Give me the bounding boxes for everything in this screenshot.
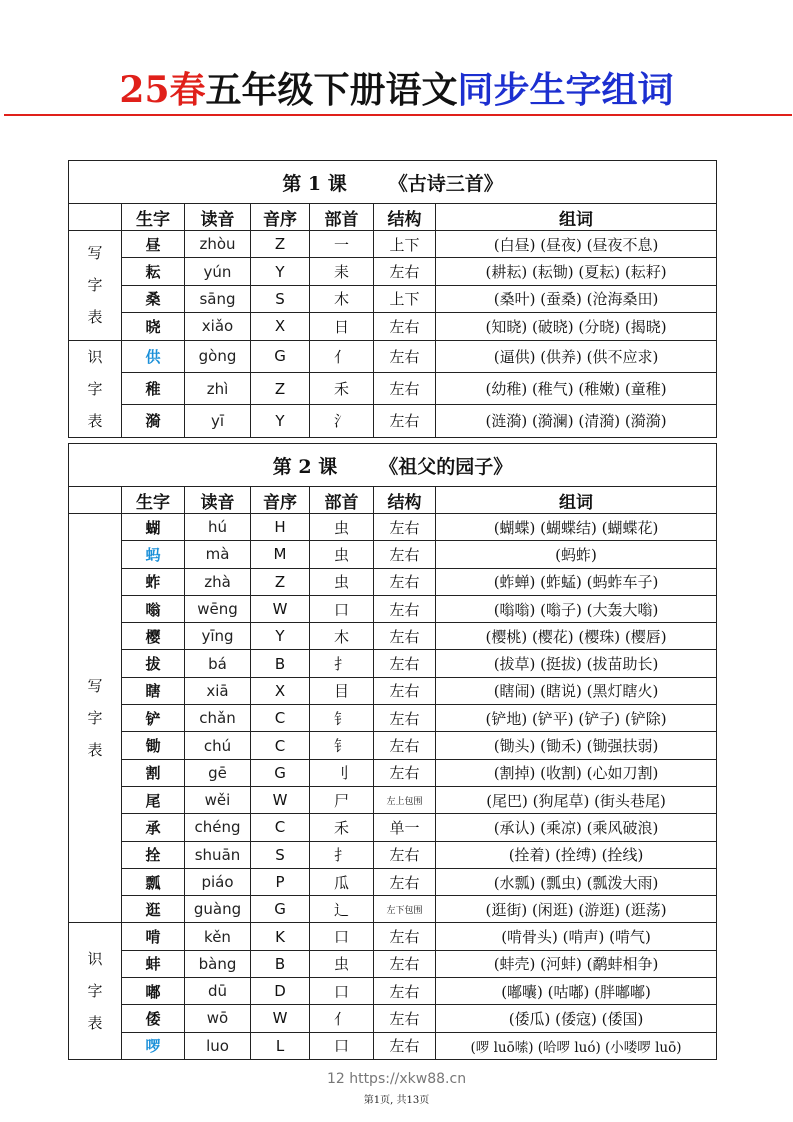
sequence-cell: X xyxy=(251,313,310,340)
structure-cell: 左右 xyxy=(374,623,436,650)
sequence-cell: H xyxy=(251,514,310,541)
pinyin-cell: wō xyxy=(185,1005,251,1032)
structure-cell: 左右 xyxy=(374,568,436,595)
character-cell: 嗡 xyxy=(122,595,185,622)
lesson-2-body xyxy=(69,514,717,1060)
title-part-grade: 五年级下册语文 xyxy=(205,69,458,111)
radical-cell: 尸 xyxy=(310,786,374,813)
read-table-label xyxy=(69,340,122,437)
write-table-label xyxy=(69,514,122,923)
character-cell: 晓 xyxy=(122,313,185,340)
words-cell: (樱桃) (樱花) (樱珠) (樱唇) xyxy=(436,623,717,650)
pinyin-cell: gē xyxy=(185,759,251,786)
radical-cell: 口 xyxy=(310,978,374,1005)
pinyin-cell: luo xyxy=(185,1032,251,1059)
character-cell: 蚌 xyxy=(122,950,185,977)
category-label-char: 识 xyxy=(87,950,103,969)
words-cell: (拴着) (拴缚) (拴线) xyxy=(436,841,717,868)
table-row xyxy=(69,1005,717,1032)
sequence-cell: Y xyxy=(251,405,310,437)
character-cell: 逛 xyxy=(122,896,185,923)
radical-cell: 口 xyxy=(310,923,374,950)
sequence-cell: C xyxy=(251,814,310,841)
words-cell: (蝴蝶) (蝴蝶结) (蝴蝶花) xyxy=(436,514,717,541)
column-header-radical: 部首 xyxy=(310,487,374,514)
pinyin-cell: dū xyxy=(185,978,251,1005)
character-cell: 昼 xyxy=(122,231,185,258)
table-row xyxy=(69,841,717,868)
lesson-2-number: 第 2 课 xyxy=(272,455,338,478)
structure-cell: 左右 xyxy=(374,1032,436,1059)
structure-cell: 上下 xyxy=(374,231,436,258)
read-table-label xyxy=(69,923,122,1059)
structure-cell: 左右 xyxy=(374,978,436,1005)
pinyin-cell: zhì xyxy=(185,372,251,404)
words-cell: (蚂蚱) xyxy=(436,541,717,568)
table-row xyxy=(69,896,717,923)
category-label-char: 表 xyxy=(87,1014,103,1033)
character-cell: 稚 xyxy=(122,372,185,404)
radical-cell: 虫 xyxy=(310,950,374,977)
character-cell: 尾 xyxy=(122,786,185,813)
radical-cell: 辶 xyxy=(310,896,374,923)
words-cell: (嗡嗡) (嗡子) (大轰大嗡) xyxy=(436,595,717,622)
radical-cell: 虫 xyxy=(310,568,374,595)
table-row xyxy=(69,623,717,650)
sequence-cell: S xyxy=(251,841,310,868)
character-cell: 锄 xyxy=(122,732,185,759)
words-cell: (拔草) (挺拔) (拔苗助长) xyxy=(436,650,717,677)
table-row xyxy=(69,759,717,786)
pinyin-cell: xiā xyxy=(185,677,251,704)
pinyin-cell: sāng xyxy=(185,285,251,312)
words-cell: (蚌壳) (河蚌) (鹬蚌相争) xyxy=(436,950,717,977)
character-cell: 倭 xyxy=(122,1005,185,1032)
lesson-2-table xyxy=(68,443,717,1060)
structure-cell: 左右 xyxy=(374,732,436,759)
table-row xyxy=(69,978,717,1005)
sequence-cell: Z xyxy=(251,568,310,595)
sequence-cell: W xyxy=(251,595,310,622)
table-row xyxy=(69,568,717,595)
table-row xyxy=(69,595,717,622)
category-label-char: 识 xyxy=(87,347,103,366)
sequence-cell: Z xyxy=(251,231,310,258)
column-header-words: 组词 xyxy=(436,204,717,231)
pinyin-cell: chéng xyxy=(185,814,251,841)
table-row xyxy=(69,514,717,541)
character-cell: 啃 xyxy=(122,923,185,950)
sequence-cell: B xyxy=(251,650,310,677)
radical-cell: 口 xyxy=(310,595,374,622)
title-part-year: 25春 xyxy=(119,69,206,111)
structure-cell: 左右 xyxy=(374,650,436,677)
structure-cell: 左右 xyxy=(374,514,436,541)
column-header-structure: 结构 xyxy=(374,487,436,514)
words-cell: (啰 luō嗦) (哈啰 luó) (小喽啰 luō) xyxy=(436,1032,717,1059)
words-cell: (承认) (乘凉) (乘风破浪) xyxy=(436,814,717,841)
category-label-char: 字 xyxy=(87,982,103,1001)
table-row xyxy=(69,950,717,977)
character-cell: 瞎 xyxy=(122,677,185,704)
column-header-char: 生字 xyxy=(122,204,185,231)
column-header-char: 生字 xyxy=(122,487,185,514)
category-label-char: 表 xyxy=(87,411,103,430)
radical-cell: 木 xyxy=(310,285,374,312)
blank-header-cell xyxy=(69,204,122,231)
character-cell: 漪 xyxy=(122,405,185,437)
table-row xyxy=(69,340,717,372)
column-header-words: 组词 xyxy=(436,487,717,514)
write-table-label xyxy=(69,231,122,341)
column-header-pinyin: 读音 xyxy=(185,487,251,514)
pinyin-cell: zhòu xyxy=(185,231,251,258)
character-cell: 嘟 xyxy=(122,978,185,1005)
character-cell: 承 xyxy=(122,814,185,841)
character-cell: 桑 xyxy=(122,285,185,312)
structure-cell: 左右 xyxy=(374,541,436,568)
radical-cell: 日 xyxy=(310,313,374,340)
character-cell: 樱 xyxy=(122,623,185,650)
sequence-cell: W xyxy=(251,786,310,813)
radical-cell: 禾 xyxy=(310,814,374,841)
sequence-cell: P xyxy=(251,868,310,895)
lesson-2-column-header xyxy=(69,487,717,514)
structure-cell: 左右 xyxy=(374,868,436,895)
structure-cell: 左右 xyxy=(374,405,436,437)
sequence-cell: D xyxy=(251,978,310,1005)
sequence-cell: W xyxy=(251,1005,310,1032)
sequence-cell: Z xyxy=(251,372,310,404)
structure-cell: 左右 xyxy=(374,950,436,977)
lesson-2-heading xyxy=(69,444,717,487)
category-label-char: 表 xyxy=(87,741,103,760)
radical-cell: 扌 xyxy=(310,841,374,868)
structure-cell: 左右 xyxy=(374,1005,436,1032)
table-row xyxy=(69,372,717,404)
character-cell: 割 xyxy=(122,759,185,786)
lesson-1-heading xyxy=(69,161,717,204)
category-label-char: 写 xyxy=(87,244,103,263)
character-cell: 供 xyxy=(122,340,185,372)
radical-cell: 耒 xyxy=(310,258,374,285)
sequence-cell: S xyxy=(251,285,310,312)
radical-cell: 亻 xyxy=(310,340,374,372)
column-header-radical: 部首 xyxy=(310,204,374,231)
structure-cell: 单一 xyxy=(374,814,436,841)
radical-cell: 虫 xyxy=(310,514,374,541)
words-cell: (幼稚) (稚气) (稚嫩) (童稚) xyxy=(436,372,717,404)
table-row xyxy=(69,814,717,841)
table-row xyxy=(69,650,717,677)
radical-cell: 氵 xyxy=(310,405,374,437)
sequence-cell: M xyxy=(251,541,310,568)
words-cell: (逛街) (闲逛) (游逛) (逛荡) xyxy=(436,896,717,923)
structure-cell: 左右 xyxy=(374,340,436,372)
page-title xyxy=(0,66,793,114)
sequence-cell: G xyxy=(251,896,310,923)
words-cell: (涟漪) (漪澜) (清漪) (漪漪) xyxy=(436,405,717,437)
title-divider xyxy=(4,114,792,116)
structure-cell: 左右 xyxy=(374,923,436,950)
pinyin-cell: yún xyxy=(185,258,251,285)
words-cell: (耕耘) (耘锄) (夏耘) (耘耔) xyxy=(436,258,717,285)
sequence-cell: C xyxy=(251,732,310,759)
title-part-topic: 同步生字组词 xyxy=(457,69,674,111)
sequence-cell: G xyxy=(251,759,310,786)
lesson-1-column-header xyxy=(69,204,717,231)
character-cell: 铲 xyxy=(122,705,185,732)
table-row xyxy=(69,405,717,437)
lesson-1-body xyxy=(69,231,717,438)
structure-cell: 左右 xyxy=(374,705,436,732)
words-cell: (逼供) (供养) (供不应求) xyxy=(436,340,717,372)
structure-cell: 左右 xyxy=(374,258,436,285)
character-cell: 拔 xyxy=(122,650,185,677)
sequence-cell: C xyxy=(251,705,310,732)
radical-cell: 口 xyxy=(310,1032,374,1059)
table-row xyxy=(69,313,717,340)
radical-cell: 亻 xyxy=(310,1005,374,1032)
sequence-cell: B xyxy=(251,950,310,977)
lesson-2-subtitle: 《祖父的园子》 xyxy=(379,455,513,478)
structure-cell: 左右 xyxy=(374,841,436,868)
structure-cell: 左下包围 xyxy=(374,896,436,923)
radical-cell: 钅 xyxy=(310,732,374,759)
pinyin-cell: kěn xyxy=(185,923,251,950)
pinyin-cell: guàng xyxy=(185,896,251,923)
character-cell: 蝴 xyxy=(122,514,185,541)
pinyin-cell: hú xyxy=(185,514,251,541)
words-cell: (割掉) (收割) (心如刀割) xyxy=(436,759,717,786)
radical-cell: 木 xyxy=(310,623,374,650)
radical-cell: 禾 xyxy=(310,372,374,404)
sequence-cell: L xyxy=(251,1032,310,1059)
words-cell: (蚱蝉) (蚱蜢) (蚂蚱车子) xyxy=(436,568,717,595)
table-row xyxy=(69,732,717,759)
column-header-sequence: 音序 xyxy=(251,204,310,231)
pinyin-cell: piáo xyxy=(185,868,251,895)
pinyin-cell: yī xyxy=(185,405,251,437)
radical-cell: 瓜 xyxy=(310,868,374,895)
words-cell: (嘟囔) (咕嘟) (胖嘟嘟) xyxy=(436,978,717,1005)
table-row xyxy=(69,923,717,950)
character-cell: 啰 xyxy=(122,1032,185,1059)
category-label-char: 字 xyxy=(87,379,103,398)
sequence-cell: X xyxy=(251,677,310,704)
blank-header-cell xyxy=(69,487,122,514)
pinyin-cell: wēng xyxy=(185,595,251,622)
character-cell: 瓢 xyxy=(122,868,185,895)
table-row xyxy=(69,677,717,704)
pinyin-cell: bàng xyxy=(185,950,251,977)
words-cell: (白昼) (昼夜) (昼夜不息) xyxy=(436,231,717,258)
words-cell: (铲地) (铲平) (铲子) (铲除) xyxy=(436,705,717,732)
words-cell: (啃骨头) (啃声) (啃气) xyxy=(436,923,717,950)
pinyin-cell: zhà xyxy=(185,568,251,595)
structure-cell: 左右 xyxy=(374,677,436,704)
category-label-char: 表 xyxy=(87,308,103,327)
pinyin-cell: mà xyxy=(185,541,251,568)
radical-cell: 一 xyxy=(310,231,374,258)
table-row xyxy=(69,705,717,732)
radical-cell: 扌 xyxy=(310,650,374,677)
pinyin-cell: gòng xyxy=(185,340,251,372)
sequence-cell: G xyxy=(251,340,310,372)
structure-cell: 左上包围 xyxy=(374,786,436,813)
table-row xyxy=(69,1032,717,1059)
character-cell: 蚱 xyxy=(122,568,185,595)
structure-cell: 左右 xyxy=(374,313,436,340)
structure-cell: 上下 xyxy=(374,285,436,312)
column-header-pinyin: 读音 xyxy=(185,204,251,231)
character-cell: 蚂 xyxy=(122,541,185,568)
words-cell: (水瓢) (瓢虫) (瓢泼大雨) xyxy=(436,868,717,895)
radical-cell: 目 xyxy=(310,677,374,704)
radical-cell: 钅 xyxy=(310,705,374,732)
pinyin-cell: shuān xyxy=(185,841,251,868)
table-row xyxy=(69,285,717,312)
table-row xyxy=(69,541,717,568)
pinyin-cell: chú xyxy=(185,732,251,759)
pinyin-cell: yīng xyxy=(185,623,251,650)
words-cell: (知晓) (破晓) (分晓) (揭晓) xyxy=(436,313,717,340)
footer-page-number: 第1页, 共13页 xyxy=(363,1095,430,1106)
sequence-cell: K xyxy=(251,923,310,950)
category-label-char: 字 xyxy=(87,276,103,295)
pinyin-cell: wěi xyxy=(185,786,251,813)
structure-cell: 左右 xyxy=(374,372,436,404)
table-row xyxy=(69,868,717,895)
radical-cell: 刂 xyxy=(310,759,374,786)
structure-cell: 左右 xyxy=(374,595,436,622)
table-row xyxy=(69,231,717,258)
lesson-1-table xyxy=(68,160,717,438)
table-row xyxy=(69,786,717,813)
character-cell: 耘 xyxy=(122,258,185,285)
pinyin-cell: xiǎo xyxy=(185,313,251,340)
footer-url: 12 https://xkw88.cn xyxy=(326,1071,467,1087)
category-label-char: 写 xyxy=(87,677,103,696)
table-row xyxy=(69,258,717,285)
words-cell: (瞎闹) (瞎说) (黑灯瞎火) xyxy=(436,677,717,704)
lesson-1-subtitle: 《古诗三首》 xyxy=(388,172,503,195)
words-cell: (尾巴) (狗尾草) (街头巷尾) xyxy=(436,786,717,813)
lesson-1-number: 第 1 课 xyxy=(282,172,347,195)
sequence-cell: Y xyxy=(251,623,310,650)
category-label-char: 字 xyxy=(87,709,103,728)
words-cell: (桑叶) (蚕桑) (沧海桑田) xyxy=(436,285,717,312)
words-cell: (锄头) (锄禾) (锄强扶弱) xyxy=(436,732,717,759)
column-header-structure: 结构 xyxy=(374,204,436,231)
pinyin-cell: chǎn xyxy=(185,705,251,732)
words-cell: (倭瓜) (倭寇) (倭国) xyxy=(436,1005,717,1032)
column-header-sequence: 音序 xyxy=(251,487,310,514)
character-cell: 拴 xyxy=(122,841,185,868)
pinyin-cell: bá xyxy=(185,650,251,677)
sequence-cell: Y xyxy=(251,258,310,285)
structure-cell: 左右 xyxy=(374,759,436,786)
radical-cell: 虫 xyxy=(310,541,374,568)
